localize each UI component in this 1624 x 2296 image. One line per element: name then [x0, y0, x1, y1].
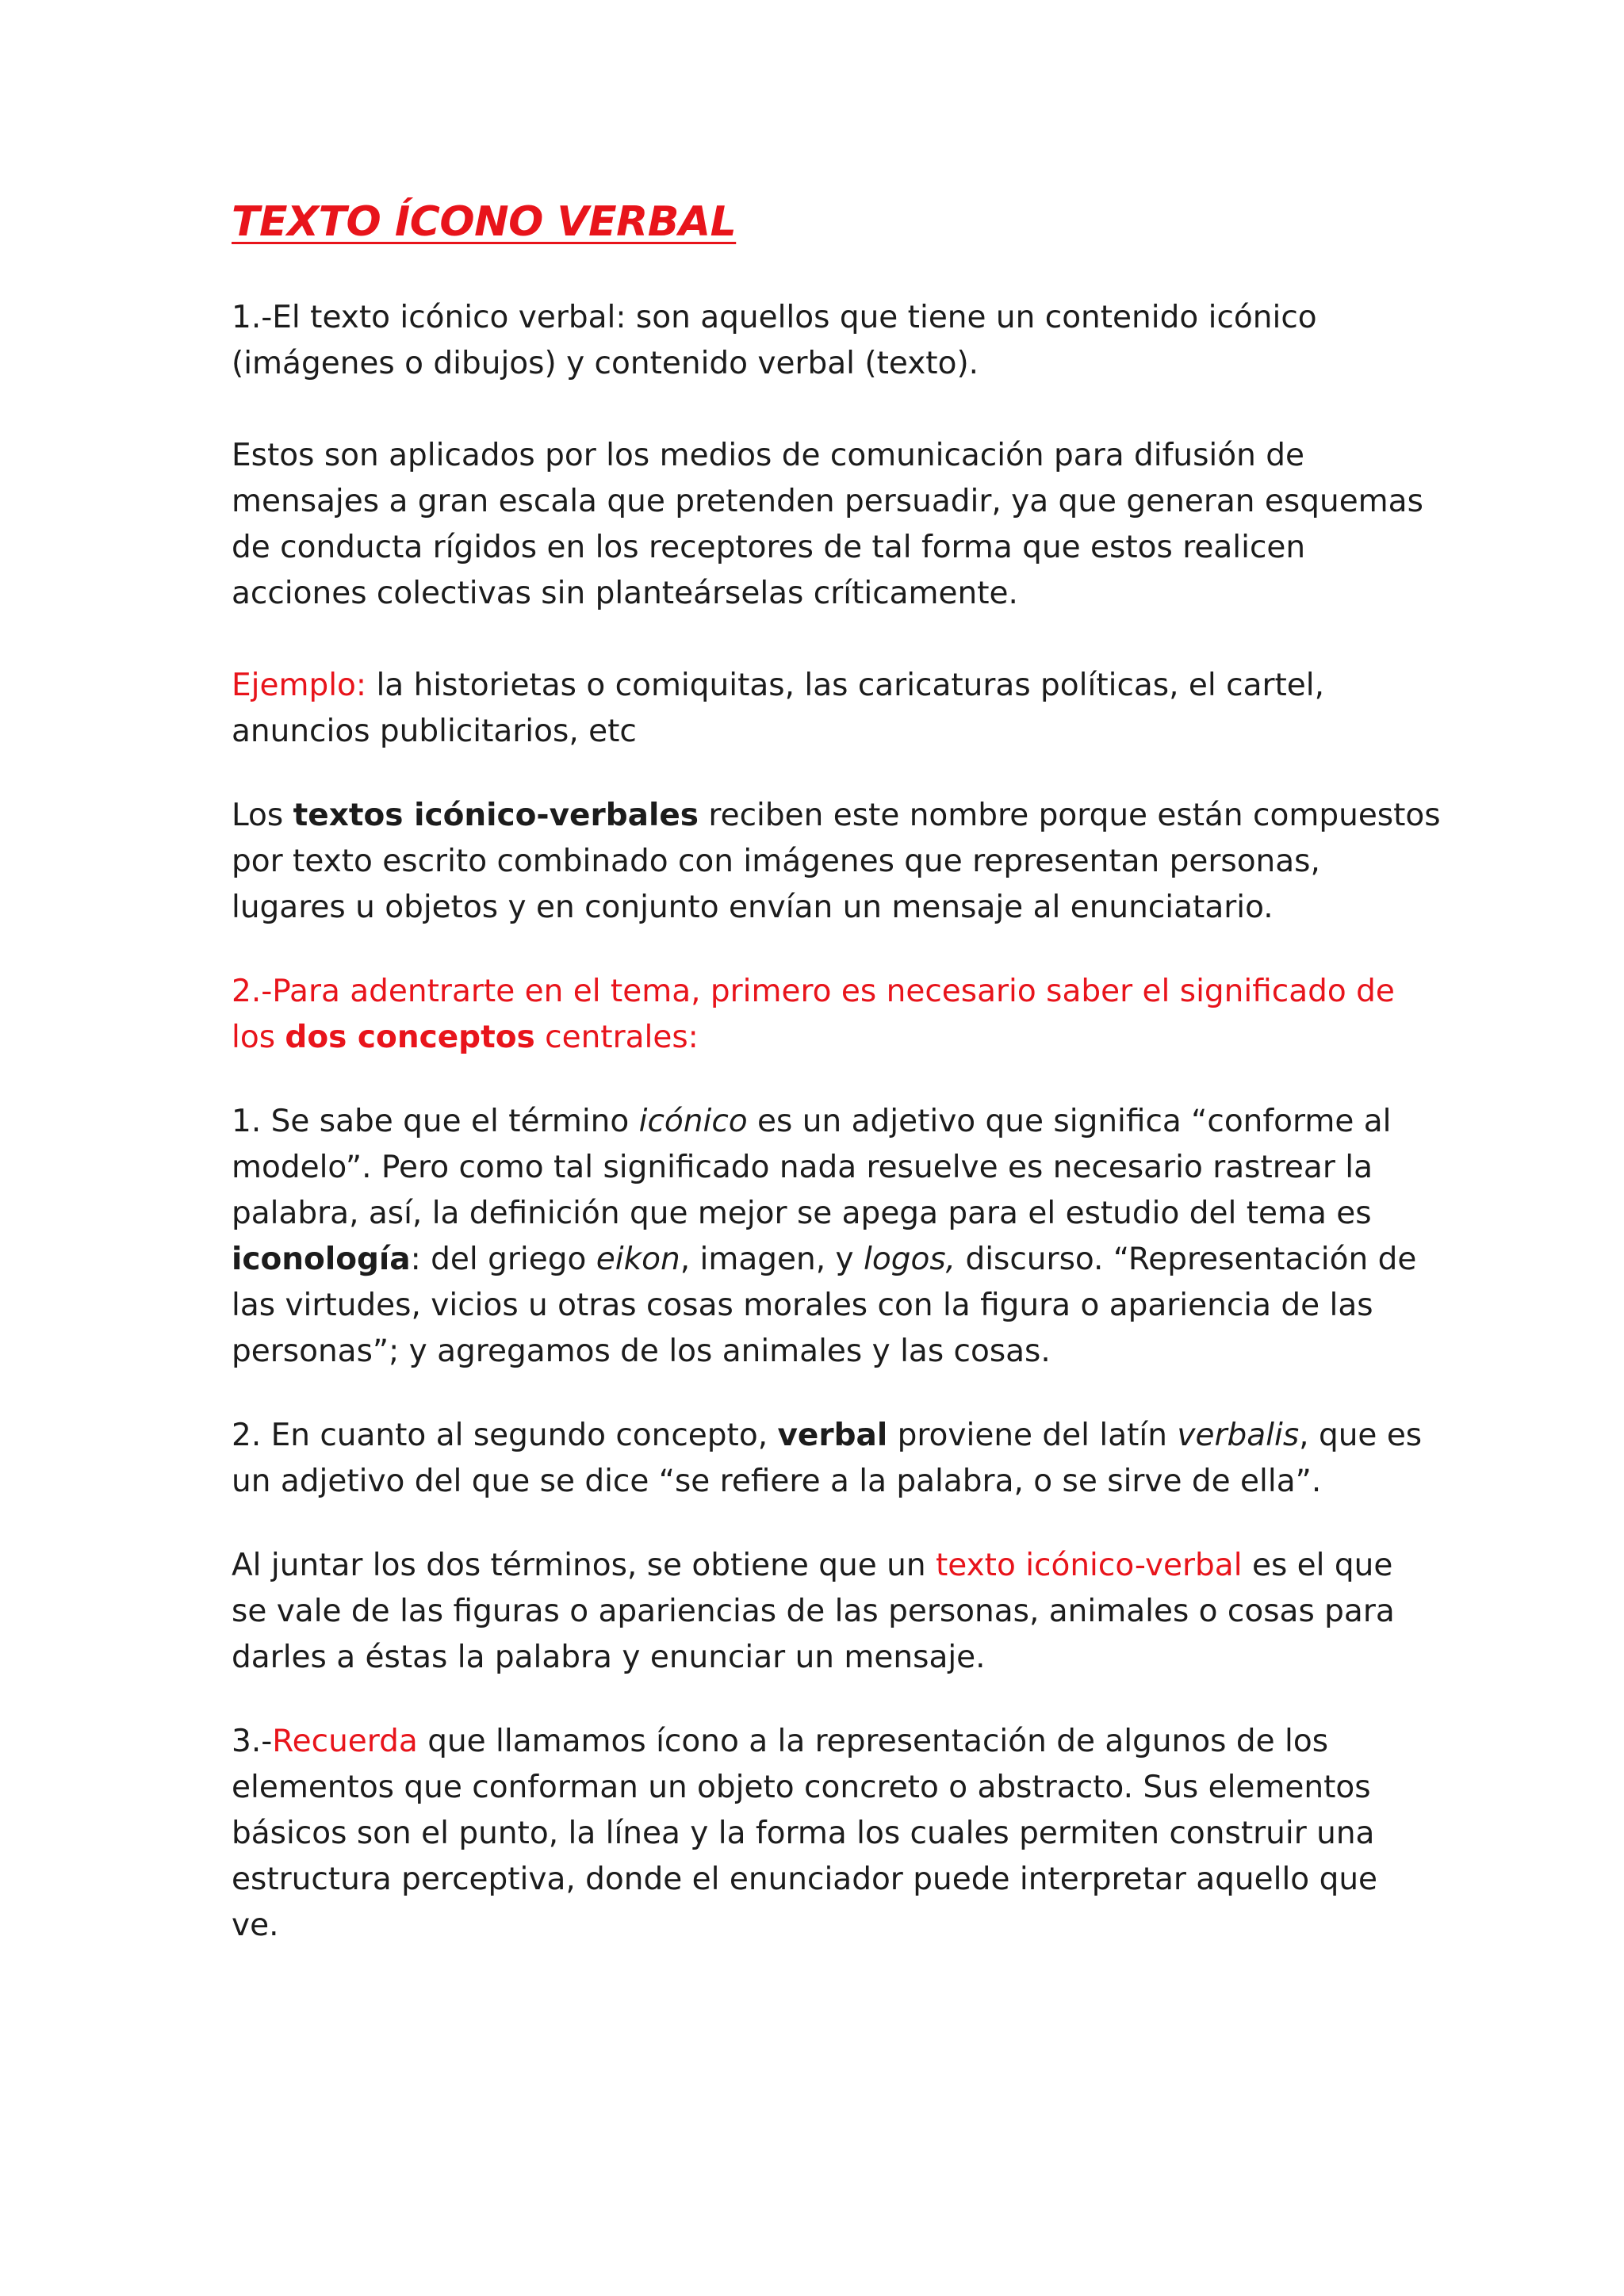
highlighted-term: texto icónico-verbal	[935, 1548, 1243, 1583]
text-span: 1. Se sabe que el término	[232, 1104, 639, 1139]
paragraph-application	[232, 433, 1423, 617]
document-body	[232, 295, 1441, 1949]
text-line	[232, 1099, 1392, 1145]
text-span: es un adjetivo que significa “conforme al	[747, 1104, 1392, 1139]
italic-term: icónico	[638, 1104, 748, 1139]
text-span: es el que	[1242, 1548, 1393, 1583]
italic-term: verbalis	[1177, 1418, 1300, 1453]
text-span: Al juntar los dos términos, se obtiene que un	[232, 1548, 936, 1583]
text-span: : del griego	[410, 1242, 596, 1277]
text-line: personas”; y agregamos de los animales y las cosas.	[232, 1334, 1051, 1369]
text-line: lugares u objetos y en conjunto envían un mensaje al enunciatario.	[232, 890, 1274, 925]
text-line: 2.-Para adentrarte en el tema, primero es necesario saber el significado de	[232, 974, 1395, 1009]
text-line: un adjetivo del que se dice “se refiere a la palabra, o se sirve de ella”.	[232, 1464, 1322, 1499]
paragraph-concept-1	[232, 1099, 1417, 1375]
text-span: Los	[232, 798, 293, 833]
text-line	[232, 1543, 1393, 1589]
paragraph-conclusion	[232, 1543, 1395, 1681]
text-line: ve.	[232, 1908, 279, 1943]
text-line	[232, 1015, 1389, 1061]
text-line: darles a éstas la palabra y enunciar un mensaje.	[232, 1640, 986, 1675]
text-line	[232, 663, 1389, 709]
text-line: se vale de las figuras o apariencias de las personas, animales o cosas para	[232, 1594, 1395, 1629]
italic-term: logos,	[864, 1242, 956, 1277]
text-span: los	[232, 1020, 285, 1055]
text-line	[232, 1719, 1389, 1765]
text-line	[232, 1413, 1423, 1459]
text-line: Estos son aplicados por los medios de comunicación para difusión de	[232, 438, 1304, 473]
text-line: mensajes a gran escala que pretenden persuadir, ya que generan esquemas	[232, 484, 1423, 519]
paragraph-textos-iconico-verbales	[232, 793, 1441, 931]
text-span: reciben este nombre porque están compuestos	[699, 798, 1441, 833]
italic-term: eikon	[596, 1242, 680, 1277]
text-line: 1.-El texto icónico verbal: son aquellos que tiene un contenido icónico	[232, 300, 1317, 335]
text-line: las virtudes, vicios u otras cosas morales con la figura o apariencia de las	[232, 1288, 1373, 1323]
text-line	[232, 793, 1441, 839]
bold-term: verbal	[777, 1418, 888, 1453]
text-line: palabra, así, la definición que mejor se apega para el estudio del tema es	[232, 1196, 1372, 1231]
bold-term: iconología	[232, 1242, 411, 1277]
text-span: que llamamos ícono a la representación de algunos de los	[417, 1724, 1329, 1759]
highlighted-term: Recuerda	[272, 1724, 418, 1759]
text-span: 3.-	[232, 1724, 273, 1759]
paragraph-example	[232, 663, 1389, 755]
text-line: por texto escrito combinado con imágenes que representan personas,	[232, 844, 1320, 879]
text-line: estructura perceptiva, donde el enunciador puede interpretar aquello que	[232, 1862, 1378, 1897]
text-span: centrales:	[534, 1020, 699, 1055]
text-span: , imagen, y	[680, 1242, 864, 1277]
text-line: acciones colectivas sin planteárselas críticamente.	[232, 576, 1018, 611]
paragraph-concept-2	[232, 1413, 1423, 1505]
bold-term: textos icónico-verbales	[293, 798, 699, 833]
text-span: 2. En cuanto al segundo concepto,	[232, 1418, 778, 1453]
text-line	[232, 1237, 1417, 1283]
paragraph-section-2	[232, 969, 1395, 1061]
document-title: TEXTO ÍCONO VERBAL	[232, 198, 737, 246]
text-line: modelo”. Pero como tal significado nada resuelve es necesario rastrear la	[232, 1150, 1373, 1185]
paragraph-section-3	[232, 1719, 1389, 1949]
text-span: la historietas o comiquitas, las caricaturas políticas, el cartel,	[366, 668, 1325, 703]
text-line: elementos que conforman un objeto concreto o abstracto. Sus elementos	[232, 1770, 1371, 1805]
bold-term: dos conceptos	[285, 1020, 535, 1055]
text-line: anuncios publicitarios, etc	[232, 714, 637, 749]
text-line: de conducta rígidos en los receptores de tal forma que estos realicen	[232, 530, 1306, 565]
text-span: , que es	[1299, 1418, 1423, 1453]
text-line: (imágenes o dibujos) y contenido verbal (texto).	[232, 346, 979, 381]
text-span: discurso. “Representación de	[956, 1242, 1417, 1277]
example-label: Ejemplo:	[232, 668, 367, 703]
paragraph-definition	[232, 295, 1389, 387]
text-line: básicos son el punto, la línea y la forma los cuales permiten construir una	[232, 1816, 1375, 1851]
text-span: proviene del latín	[887, 1418, 1178, 1453]
